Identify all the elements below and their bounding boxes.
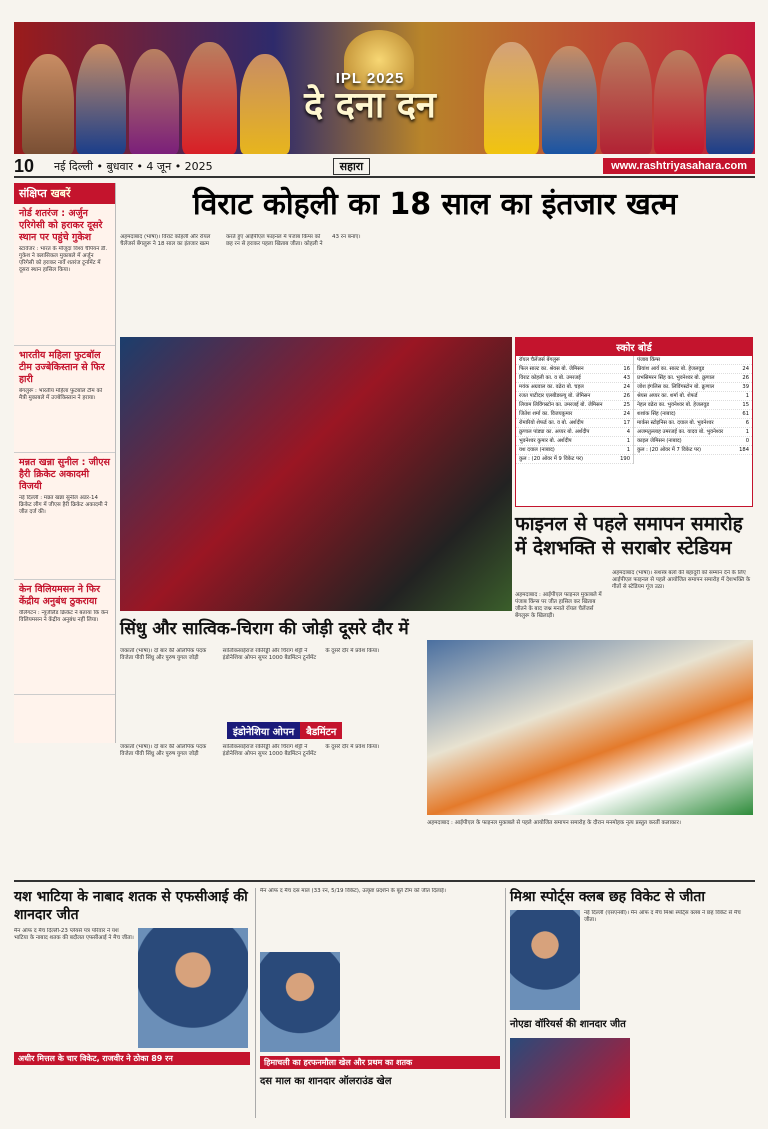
story-subhead: हिमाचली का हरफनमौला खेल और प्रथम का शतक <box>260 1056 500 1069</box>
score-row <box>634 446 752 455</box>
score-batter: मार्कस स्टोइनिस का. दयाल बो. भुवनेश्वर <box>637 420 714 426</box>
score-runs: 24 <box>623 384 630 390</box>
story-headline: यश भाटिया के नाबाद शतक से एफसीआई की शानदार जीत <box>14 889 248 923</box>
score-row <box>634 428 752 437</box>
score-runs: 1 <box>626 447 630 453</box>
dateline: नई दिल्ली • बुधवार • 4 जून • 2025 <box>54 159 213 173</box>
score-row <box>634 374 752 383</box>
score-batter: कुल : (20 ओवर में 9 विकेट पर) <box>519 456 584 462</box>
score-batter: मयंक अग्रवाल का. वढेरा बो. चहल <box>519 384 584 390</box>
score-row <box>634 410 752 419</box>
lead-photo-caption: अहमदाबाद : आईपीएल फाइनल मुकाबले में पंजाब किंग्स पर जीत हासिल कर खिताब जीतने के बाद जश्न मनाते रॉयल चैलेंजर्स बेंगलुरू के खिलाड़ी। <box>515 592 602 619</box>
score-runs: 16 <box>623 366 630 372</box>
score-row <box>516 392 633 401</box>
bottom-story-3 <box>510 888 755 1118</box>
badminton-body-cont: जकार्ता (भाषा)। दो बार की ओलंपिक पदक विजेता पीवी सिंधु और पुरुष युगल जोड़ी सात्विकसाईराज रंकीरेड्डी और चिराग शेट्टी ने इंडोनेशिया ओपन सुपर 1000 बैडमिंटन टूर्नामेंट के दूसरे दौर में प्रवेश किया। <box>120 744 380 757</box>
score-row <box>516 410 633 419</box>
score-runs: 39 <box>742 384 749 390</box>
score-batter: शशांक सिंह (नाबाद) <box>637 411 676 417</box>
score-row <box>516 419 633 428</box>
scorecard-rcb <box>516 356 634 464</box>
score-runs: 184 <box>739 447 749 453</box>
score-batter: यश दयाल (नाबाद) <box>519 447 555 453</box>
score-row <box>634 356 752 365</box>
score-batter: क्रुणाल पांड्या का. अय्यर बो. अर्शदीप <box>519 429 590 435</box>
paper-logo: सहारा <box>333 158 370 175</box>
score-row <box>516 455 633 464</box>
website-link[interactable]: www.rashtriyasahara.com <box>603 158 755 174</box>
player-photo <box>654 50 704 154</box>
column-rule <box>505 888 506 1118</box>
story-subhead: नोएडा वॉरियर्स की शानदार जीत <box>510 1019 626 1030</box>
brief-item <box>14 204 115 346</box>
banner-title: दे दना दन <box>304 85 436 126</box>
scorecard-title: स्कोर बोर्ड <box>516 338 752 356</box>
score-runs: 6 <box>745 420 749 426</box>
score-row <box>634 392 752 401</box>
brief-title: नोर्ड शतरंज : अर्जुन एरिगेसी को हराकर दूसरे स्थान पर पहुंचे गुकेश <box>19 208 103 243</box>
score-runs: 15 <box>742 402 749 408</box>
ceremony-headline: फाइनल से पहले समापन समारोह में देशभक्ति से सराबोर स्टेडियम <box>515 513 743 559</box>
brief-item <box>14 453 115 580</box>
score-runs: 17 <box>623 420 630 426</box>
score-row <box>634 401 752 410</box>
score-batter: फिल साल्ट का. श्रेयस बो. जेमिसन <box>519 366 584 372</box>
score-row <box>516 446 633 455</box>
story-headline: मिश्रा स्पोर्ट्स क्लब छह विकेट से जीता <box>510 889 705 905</box>
score-row <box>516 383 633 392</box>
score-batter: प्रभसिमरन सिंह का. भुवनेश्वर बो. क्रुणाल <box>637 375 715 381</box>
score-batter: लियाम लिविंगस्टोन का. उमरजई बो. जेमिसन <box>519 402 603 408</box>
player-photo <box>260 952 340 1052</box>
story-headline: दस माल का शानदार ऑलराउंड खेल <box>260 1076 392 1087</box>
player-photo <box>129 49 179 154</box>
brief-item <box>14 580 115 695</box>
brief-title: भारतीय महिला फुटबॉल टीम उज्बेकिस्तान से फिर हारी <box>19 350 105 385</box>
brief-body: स्टावेंजर : भारत के मौजूदा विश्व चैंपियन डी. गुकेश ने क्लासिकल मुकाबले में अर्जुन एरिगेसी को हराकर नार्वे शतरंज टूर्नामेंट में दूसरा स्थान हासिल किया। <box>19 246 108 273</box>
score-batter: नेहल वढेरा का. भुवनेश्वर बो. हेजलवुड <box>637 402 709 408</box>
bottom-story-1 <box>14 888 250 1118</box>
news-brief-sidebar <box>14 183 116 743</box>
score-batter: विराट कोहली का. व बो. उमरजई <box>519 375 581 381</box>
player-photo <box>706 54 754 154</box>
rcb-celebration-photo <box>120 337 512 611</box>
score-batter: कुल : (20 ओवर में 7 विकेट पर) <box>637 447 702 453</box>
brief-body: नई दिल्ली : मन्नत खन्ना सुनील अंडर-14 क्रिकेट लीग में जीएस हैरी क्रिकेट अकादमी ने जीत दर्ज की। <box>19 495 108 515</box>
score-batter: जितेश शर्मा का. विजयकुमार <box>519 411 573 417</box>
score-batter: रॉयल चैलेंजर्स बेंगलुरू <box>519 357 560 363</box>
player-photo <box>542 46 597 154</box>
sidebar-head-a: संक्षिप्त <box>19 187 47 200</box>
story-body: नई दिल्ली (एसएनबी)। मैन ऑफ द मैच मिश्रा स्पोर्ट्स क्लब ने छह विकेट से मैच जीता। <box>584 910 741 923</box>
score-batter: रोमारियो शेफर्ड का. व बो. अर्शदीप <box>519 420 584 426</box>
score-runs: 24 <box>742 366 749 372</box>
score-runs: 1 <box>745 429 749 435</box>
story-body: मैन ऑफ द मैच दिल्ली-23 प्लेयर्स पत्र परिवार ने यश भाटिया के नाबाद शतक की बदौलत एफसीआई ने मैच जीता। <box>14 928 134 941</box>
score-runs: 1 <box>626 438 630 444</box>
score-row <box>516 428 633 437</box>
score-runs: 190 <box>620 456 630 462</box>
score-runs: 4 <box>626 429 630 435</box>
score-batter: अजमतुल्लाह उमरजई का. यादव बो. भुवनेश्वर <box>637 429 724 435</box>
banner-series: IPL 2025 <box>335 70 405 87</box>
score-runs: 26 <box>623 393 630 399</box>
team-photo <box>510 1038 630 1118</box>
scorecard-pbks <box>634 356 752 464</box>
score-row <box>634 365 752 374</box>
player-photo <box>484 42 539 154</box>
score-batter: भुवनेश्वर कुमार बो. अर्शदीप <box>519 438 572 444</box>
lead-body: अहमदाबाद (भाषा)। विराट कोहली और रॉयल चैलेंजर्स बेंगलुरू ने 18 साल का इंतजार खत्म करते हुए आईपीएल फाइनल में पंजाब किंग्स को छह रन से हराकर पहला खिताब जीता। कोहली ने 43 रन बनाए। <box>120 234 361 247</box>
column-rule <box>255 888 256 1118</box>
ceremony-photo-caption: अहमदाबाद : आईपीएल के फाइनल मुकाबले से पहले आयोजित समापन समारोह के दौरान मनमोहक नृत्य प्रस्तुत करतीं कलाकार। <box>427 820 681 826</box>
brief-title: केन विलियमसन ने फिर केंद्रीय अनुबंध ठुकराया <box>19 584 100 607</box>
ribbon-event: इंडोनेशिया ओपन <box>227 722 300 739</box>
score-runs: 61 <box>742 411 749 417</box>
bottom-story-2 <box>260 888 500 1118</box>
badminton-ribbon <box>227 722 482 739</box>
score-row <box>634 383 752 392</box>
sidebar-head-b: खबरें <box>50 187 71 200</box>
score-runs: 24 <box>623 411 630 417</box>
score-runs: 43 <box>623 375 630 381</box>
sidebar-header <box>14 183 115 204</box>
lead-headline: विराट कोहली का 18 साल का इंतजार खत्म <box>192 187 678 222</box>
score-batter: रजत पाटीदार एलबीडब्ल्यू बो. जेमिसन <box>519 393 591 399</box>
player-photo <box>182 42 237 154</box>
player-photo <box>510 910 580 1010</box>
score-runs: 25 <box>623 402 630 408</box>
score-runs: 26 <box>742 375 749 381</box>
score-row <box>516 401 633 410</box>
score-runs: 0 <box>745 438 749 444</box>
player-photo <box>138 928 248 1048</box>
score-batter: प्रियांश आर्य का. साल्ट बो. हेजलवुड <box>637 366 705 372</box>
brief-body: वेलिंगटन : न्यूजीलैंड क्रिकेट ने बताया कि केन विलियमसन ने केंद्रीय अनुबंध नहीं लिया। <box>19 610 109 623</box>
badminton-headline: सिंधु और सात्विक-चिराग की जोड़ी दूसरे दौर में <box>120 619 409 639</box>
page-strip <box>14 156 755 178</box>
score-row <box>634 437 752 446</box>
score-batter: जोश इंगलिस का. लिविंगस्टोन बो. क्रुणाल <box>637 384 715 390</box>
score-batter: श्रेयस अय्यर का. शर्मा बो. शेफर्ड <box>637 393 698 399</box>
brief-title: मन्नत खन्ना सुनील : जीएस हैरी क्रिकेट अकादमी विजयी <box>19 457 110 492</box>
story-subhead: अधीर मित्तल के चार विकेट, राजवीर ने ठोका 89 रन <box>14 1052 250 1065</box>
ceremony-body: अहमदाबाद (भाषा)। सशस्त्र बलों की बहादुरी को सम्मान देने के लिए आईपीएल फाइनल से पहले आयोजित समापन समारोह में देशभक्ति के गीतों से स्टेडियम गूंज उठा। <box>612 570 751 590</box>
score-row <box>634 419 752 428</box>
story-body: मैन ऑफ द मैच दस माल (33 रन, 5/19 विकेट), उत्कृष्ट प्रदर्शन के बूते टीम को जीत दिलाई। <box>260 888 446 894</box>
score-row <box>516 365 633 374</box>
score-row <box>516 356 633 365</box>
player-photo <box>22 54 74 154</box>
brief-item <box>14 346 115 453</box>
score-batter: पंजाब किंग्स <box>637 357 661 363</box>
page-number: 10 <box>14 155 35 176</box>
score-row <box>516 374 633 383</box>
ribbon-sport: बैडमिंटन <box>300 722 342 739</box>
score-row <box>516 437 633 446</box>
score-runs: 1 <box>745 393 749 399</box>
score-batter: काइल जेमिसन (नाबाद) <box>637 438 682 444</box>
player-photo <box>76 44 126 154</box>
player-photo <box>600 42 652 154</box>
section-divider <box>14 880 755 882</box>
badminton-body: जकार्ता (भाषा)। दो बार की ओलंपिक पदक विजेता पीवी सिंधु और पुरुष युगल जोड़ी सात्विकसाईराज रंकीरेड्डी और चिराग शेट्टी ने इंडोनेशिया ओपन सुपर 1000 बैडमिंटन टूर्नामेंट के दूसरे दौर में प्रवेश किया। <box>120 648 380 661</box>
brief-body: बेंगलुरू : भारतीय महिला फुटबॉल टीम को मैत्री मुकाबले में उज्बेकिस्तान ने हराया। <box>19 388 103 401</box>
scorecard <box>515 337 753 507</box>
banner-brand <box>270 70 470 125</box>
